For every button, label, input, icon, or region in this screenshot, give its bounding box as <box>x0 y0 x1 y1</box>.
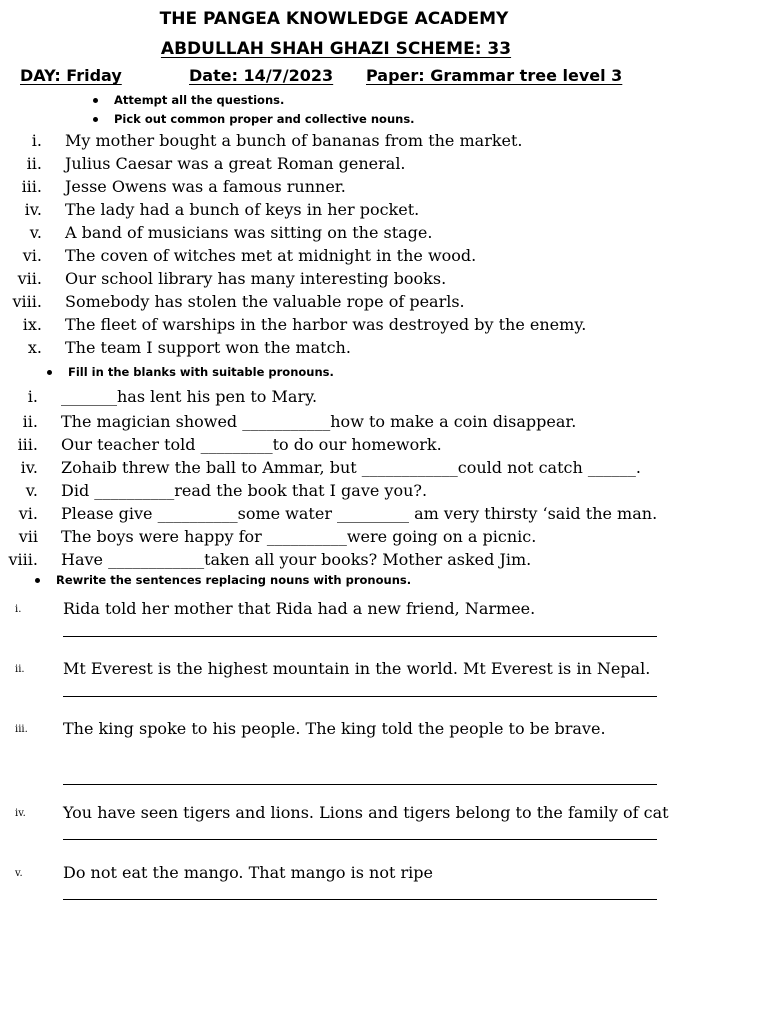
answer-line-2[interactable] <box>63 696 657 697</box>
item-number: viii. <box>12 292 42 311</box>
item-text: Have ____________taken all your books? Mother asked Jim. <box>61 550 532 569</box>
item-text: The team I support won the match. <box>65 338 351 357</box>
item-number: ii. <box>26 154 42 173</box>
item-number: vii. <box>17 269 42 288</box>
item-text: Somebody has stolen the valuable rope of pearls. <box>65 292 465 311</box>
item-number: vi. <box>22 246 42 265</box>
item-text: The coven of witches met at midnight in the wood. <box>65 246 477 265</box>
item-text: Our teacher told _________to do our homework. <box>61 435 442 454</box>
item-text: The fleet of warships in the harbor was destroyed by the enemy. <box>65 315 587 334</box>
s1-item-3 <box>0 177 346 196</box>
s1-item-10 <box>0 338 351 357</box>
item-number: iii. <box>21 177 42 196</box>
day-label: DAY: Friday <box>20 66 122 85</box>
item-text: Zohaib threw the ball to Ammar, but ____________could not catch ______. <box>61 458 641 477</box>
s2-item-7 <box>0 527 536 546</box>
s1-item-8 <box>0 292 465 311</box>
item-number: vii <box>18 527 38 546</box>
paper-label: Paper: Grammar tree level 3 <box>366 66 623 85</box>
item-text: Our school library has many interesting books. <box>65 269 447 288</box>
s1-item-2 <box>0 154 406 173</box>
section2-heading <box>47 365 334 379</box>
answer-line-1[interactable] <box>63 636 657 637</box>
s3-item-4-text: You have seen tigers and lions. Lions and tigers belong to the family of cat <box>63 803 669 822</box>
item-number: i. <box>31 131 42 150</box>
date-label: Date: 14/7/2023 <box>189 66 334 85</box>
item-text: A band of musicians was sitting on the stage. <box>65 223 433 242</box>
item-text: The magician showed ___________how to make a coin disappear. <box>61 412 577 431</box>
item-number: v. <box>25 481 38 500</box>
s2-item-2 <box>0 412 576 431</box>
s2-item-6 <box>0 504 657 523</box>
s3-item-3-text: The king spoke to his people. The king told the people to be brave. <box>63 719 606 738</box>
instruction-text: Pick out common proper and collective nouns. <box>114 112 415 126</box>
answer-line-3[interactable] <box>63 784 657 785</box>
s1-item-5 <box>0 223 432 242</box>
heading-text: Fill in the blanks with suitable pronouns. <box>68 365 334 379</box>
s1-item-1 <box>0 131 523 150</box>
instruction-text: Attempt all the questions. <box>114 93 285 107</box>
school-name: THE PANGEA KNOWLEDGE ACADEMY <box>159 9 509 29</box>
item-number: vi. <box>18 504 38 523</box>
item-text: The lady had a bunch of keys in her pocket. <box>65 200 420 219</box>
s2-item-8 <box>0 550 531 569</box>
answer-line-5[interactable] <box>63 899 657 900</box>
s3-item-3-number: iii. <box>15 724 28 735</box>
item-text: Please give __________some water _________ am very thirsty ‘said the man. <box>61 504 658 523</box>
item-number: ii. <box>22 412 38 431</box>
s3-item-4-number: iv. <box>15 808 26 819</box>
s3-item-2-text: Mt Everest is the highest mountain in the world. Mt Everest is in Nepal. <box>63 659 651 678</box>
s1-item-9 <box>0 315 586 334</box>
answer-line-4[interactable] <box>63 839 657 840</box>
s2-item-5 <box>0 481 427 500</box>
bullet-icon <box>93 117 98 122</box>
s2-item-4 <box>0 458 641 477</box>
item-number: ix. <box>22 315 42 334</box>
item-number: x. <box>27 338 42 357</box>
s1-item-7 <box>0 269 446 288</box>
bullet-icon <box>35 578 40 583</box>
bullet-icon <box>47 370 52 375</box>
s3-item-1-number: i. <box>15 604 22 615</box>
item-text: The boys were happy for __________were going on a picnic. <box>61 527 537 546</box>
item-number: viii. <box>8 550 38 569</box>
item-text: _______has lent his pen to Mary. <box>61 387 318 406</box>
s3-item-2-number: ii. <box>15 664 25 675</box>
s3-item-5-number: v. <box>15 868 23 879</box>
item-number: i. <box>27 387 38 406</box>
s1-item-6 <box>0 246 476 265</box>
section3-heading <box>35 573 411 587</box>
item-number: v. <box>29 223 42 242</box>
item-text: Jesse Owens was a famous runner. <box>65 177 346 196</box>
s3-item-5-text: Do not eat the mango. That mango is not ripe <box>63 863 433 882</box>
instruction-1 <box>93 93 284 107</box>
s2-item-3 <box>0 435 442 454</box>
heading-text: Rewrite the sentences replacing nouns with pronouns. <box>56 573 412 587</box>
scheme-title: ABDULLAH SHAH GHAZI SCHEME: 33 <box>160 39 512 59</box>
item-text: Did __________read the book that I gave you?. <box>61 481 428 500</box>
item-number: iii. <box>17 435 38 454</box>
item-text: Julius Caesar was a great Roman general. <box>65 154 406 173</box>
s1-item-4 <box>0 200 419 219</box>
bullet-icon <box>93 98 98 103</box>
item-number: iv. <box>24 200 42 219</box>
instruction-2 <box>93 112 415 126</box>
s3-item-1-text: Rida told her mother that Rida had a new friend, Narmee. <box>63 599 536 618</box>
s2-item-1 <box>0 387 317 406</box>
item-number: iv. <box>20 458 38 477</box>
item-text: My mother bought a bunch of bananas from the market. <box>65 131 523 150</box>
